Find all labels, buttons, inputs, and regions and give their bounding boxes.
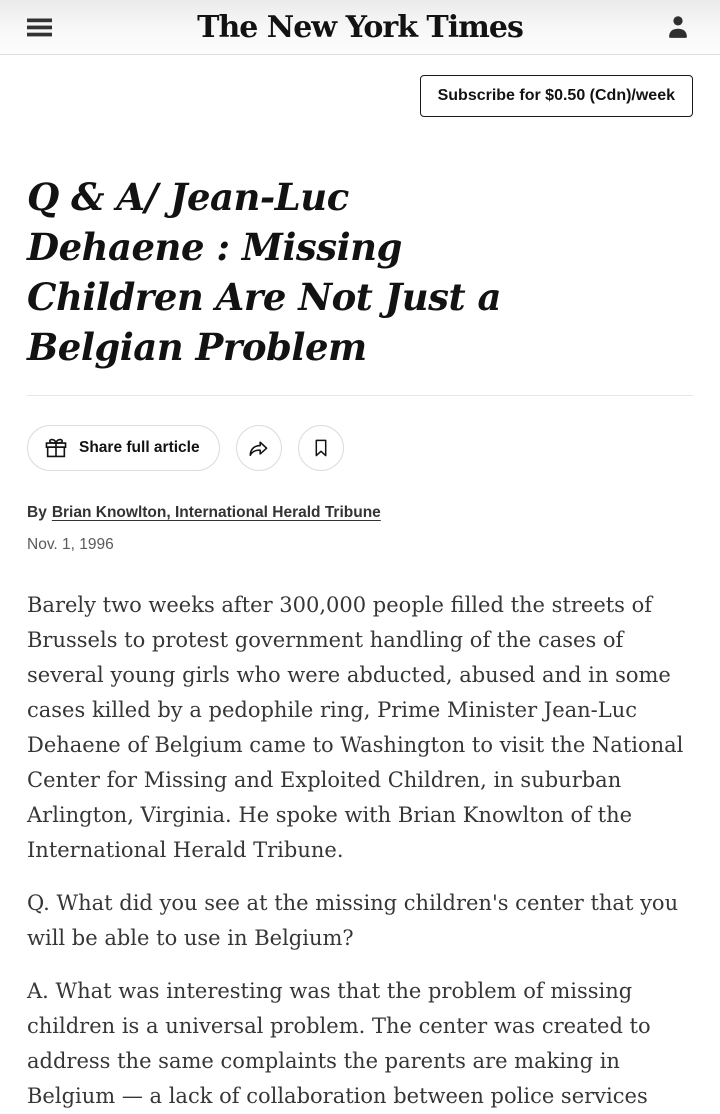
article-paragraph: A. What was interesting was that the problem of missing children is a universal problem. The center was created to address the same complaints the parents are making in Belgium — a lack of collaboration between police services xyxy=(27,979,651,1108)
publish-date: Nov. 1, 1996 xyxy=(27,536,114,553)
subscribe-button[interactable]: Subscribe for $0.50 (Cdn)/week xyxy=(420,75,693,117)
save-button[interactable] xyxy=(298,425,344,471)
bookmark-icon xyxy=(309,436,333,460)
share-full-article-button[interactable] xyxy=(27,425,220,471)
nyt-logo[interactable]: The New York Times xyxy=(197,10,523,45)
article-headline: Q & A/ Jean-Luc Dehaene : Missing Children Are Not Just a Belgian Problem xyxy=(27,175,501,369)
hamburger-icon xyxy=(27,18,52,37)
person-icon xyxy=(663,12,693,42)
divider xyxy=(27,395,693,396)
gift-icon xyxy=(43,435,69,461)
share-arrow-icon xyxy=(246,436,271,461)
share-toolbar xyxy=(27,425,693,471)
subscribe-row xyxy=(27,75,693,117)
account-button[interactable] xyxy=(659,8,697,46)
byline xyxy=(27,504,693,522)
article-paragraph: Q. What did you see at the missing children's center that you will be able to use in Belgium? xyxy=(27,891,679,950)
author-link[interactable]: Brian Knowlton, International Herald Tribune xyxy=(51,504,381,521)
top-nav xyxy=(0,0,720,55)
article-paragraph: Barely two weeks after 300,000 people filled the streets of Brussels to protest government handling of the cases of several young girls who were abducted, abused and in some cases killed by a pedophile ring, Prime Minister Jean-Luc Dehaene of Belgium came to Washington to visit the National Center for Missing and Exploited Children, in suburban Arlington, Virginia. He spoke with Brian Knowlton of the International Herald Tribune. xyxy=(27,593,684,862)
byline-prefix: By xyxy=(27,504,47,521)
menu-button[interactable] xyxy=(23,14,56,41)
share-button[interactable] xyxy=(236,425,282,471)
share-full-article-label: Share full article xyxy=(79,439,200,456)
article-body xyxy=(27,588,693,1114)
article-page xyxy=(0,75,720,1114)
